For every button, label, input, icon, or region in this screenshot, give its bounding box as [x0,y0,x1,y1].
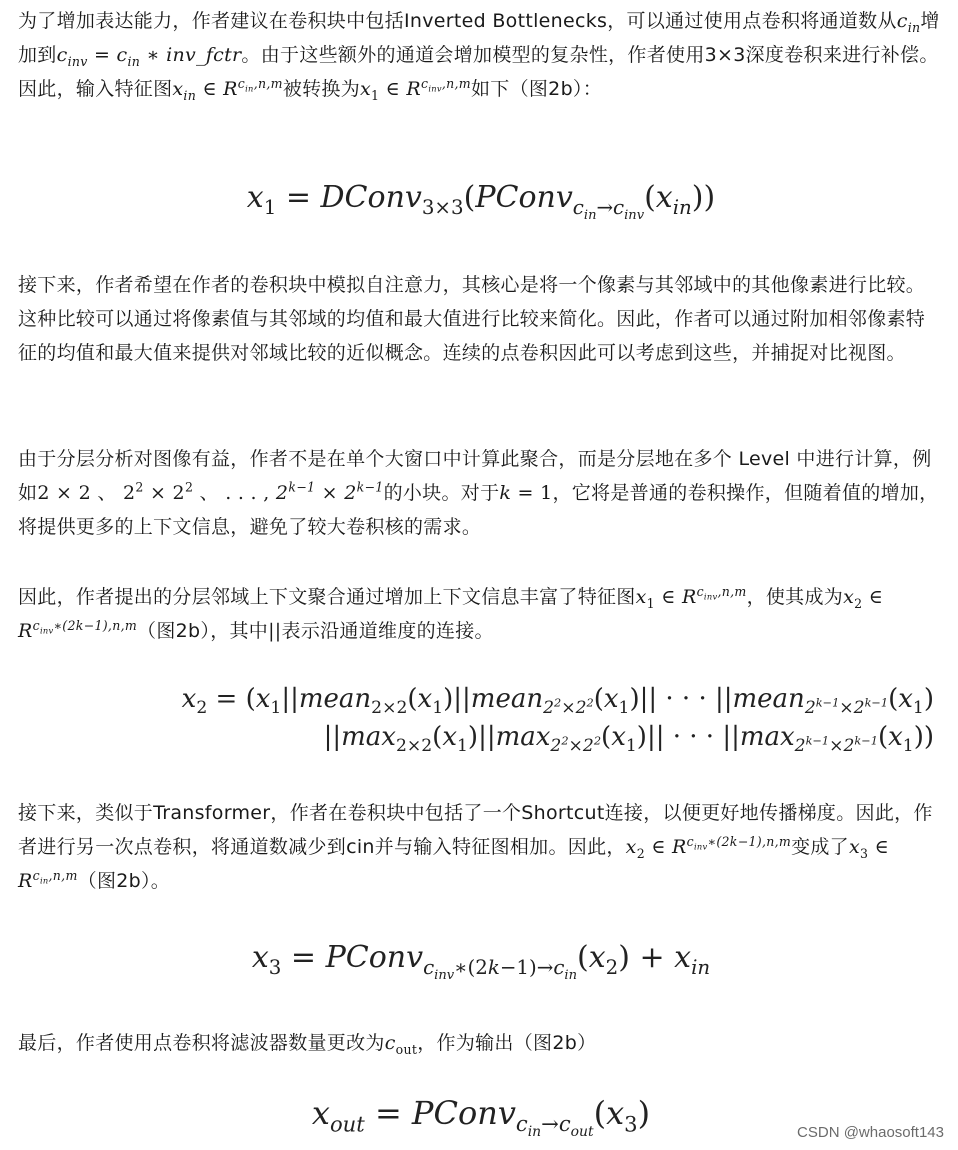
math-x2-space: $x_2$ ∈ $R^{c_{inv}∗(2k-1),n,m}$ [18,586,884,642]
equation-x3: $x_3$ = $PConv_{c_{inv}∗(2k-1)\to c_{in}}(x_2) + x_{in}$ [251,940,711,983]
equation-x-out: $x_{out}$ = $PConv_{c_{in}\to c_{out}}(x_3)$ [311,1094,651,1141]
paragraph-self-attention: 接下来，作者希望在作者的卷积块中模拟自注意力，其核心是将一个像素与其邻域中的其他像素进行比较。这种比较可以通过将像素值与其邻域的均值和最大值进行比较来简化。因此，作者可以通过附加相邻像素特征的均值和最大值来提供对邻域比较的近似概念。连续的点卷积因此可以考虑到这些，并捕捉对比视图。 [18,274,926,364]
math-x1-space: $x_1$ ∈ $R^{c_{inv},n,m}$ [635,583,747,611]
equation-x2-line2: $||\max_{2\times 2}(x_1)||\max_{2^2\times 2^2}(x_1)||$ · · · $||\max_{2^{k-1}\times 2^{k-1}}(x_1)$) [323,722,934,757]
equation-x2 [18,684,944,757]
paragraph-context-aggregation: 因此，作者提出的分层邻域上下文聚合通过增加上下文信息丰富了特征图$x_1$ ∈ $R^{c_{inv},n,m}$，使其成为$x_2$ ∈ $R^{c_{inv}∗(2k-1),n,m}$（图2b），其中||表示沿通道维度的连接。 [18,583,884,642]
math-k-equals-1: k = 1 [499,482,553,504]
math-c-inv-def: $c_{inv} = c_{in}$ ∗ inv_fctr [56,44,242,69]
equation-x2-line1: $x_2$ = ($x_1||mean_{2\times 2}(x_1)||mean_{2^2\times 2^2}(x_1)||$ · · · $||mean_{2^{k-1}\times 2^{k-1}}(x_1)$ [181,684,934,719]
equation-x1: $x_1$ = $DConv_{3\times 3}(PConv_{c_{in}\to c_{inv}}(x_{in}))$ [246,180,716,223]
paragraph-hierarchical: 由于分层分析对图像有益，作者不是在单个大窗口中计算此聚合，而是分层地在多个 Level 中进行计算，例如2 × 2 、 $2^2 \times 2^2$ 、 . . . , $2^{k-1} \times 2^{k-1}$的小块。对于k = 1，它将是普通的卷积操作，但随着值的增加，将提供更多的上下文信息，避免了较大卷积核的需求。 [18,448,939,538]
paragraph-shortcut: 接下来，类似于Transformer，作者在卷积块中包括了一个Shortcut连接，以便更好地传播梯度。因此，作者进行另一次点卷积，将通道数减少到cin并与输入特征图相加。因此，$x_2$ ∈ $R^{c_{inv}∗(2k-1),n,m}$变成了$x_3$ ∈ $R^{c_{in},n,m}$（图2b）。 [18,802,933,892]
math-window-sizes: 2 × 2 、 $2^2 \times 2^2$ 、 . . . , $2^{k-1} \times 2^{k-1}$ [37,479,384,504]
math-x3-space: $x_3$ ∈ $R^{c_{in},n,m}$ [18,836,889,892]
watermark: CSDN @whaosoft143 [797,1124,944,1141]
math-x-in: $x_{in}$ ∈ $R^{c_{in},n,m}$ [172,75,283,103]
math-concat-operator: || [268,620,282,642]
math-x1: $x_1$ ∈ $R^{c_{inv},n,m}$ [360,75,471,103]
paragraph-inverted-bottlenecks: 为了增加表达能力，作者建议在卷积块中包括Inverted Bottlenecks，可以通过使用点卷积将通道数从$c_{in}$增加到$c_{inv} = c_{in}$ ∗ inv_fctr。由于这些额外的通道会增加模型的复杂性，作者使用3×3深度卷积来进行补偿。因此，输入特征图$x_{in}$ ∈ $R^{c_{in},n,m}$被转换为$x_1$ ∈ $R^{c_{inv},n,m}$如下（图2b）： [18,10,940,103]
paragraph-output: 最后，作者使用点卷积将滤波器数量更改为$c_{out}$，作为输出（图2b） [18,1032,597,1057]
math-x2-space-2: $x_2$ ∈ $R^{c_{inv}∗(2k-1),n,m}$ [625,833,792,861]
math-c-out: $c_{out}$ [384,1032,418,1057]
math-c-in: $c_{in}$ [896,10,921,35]
